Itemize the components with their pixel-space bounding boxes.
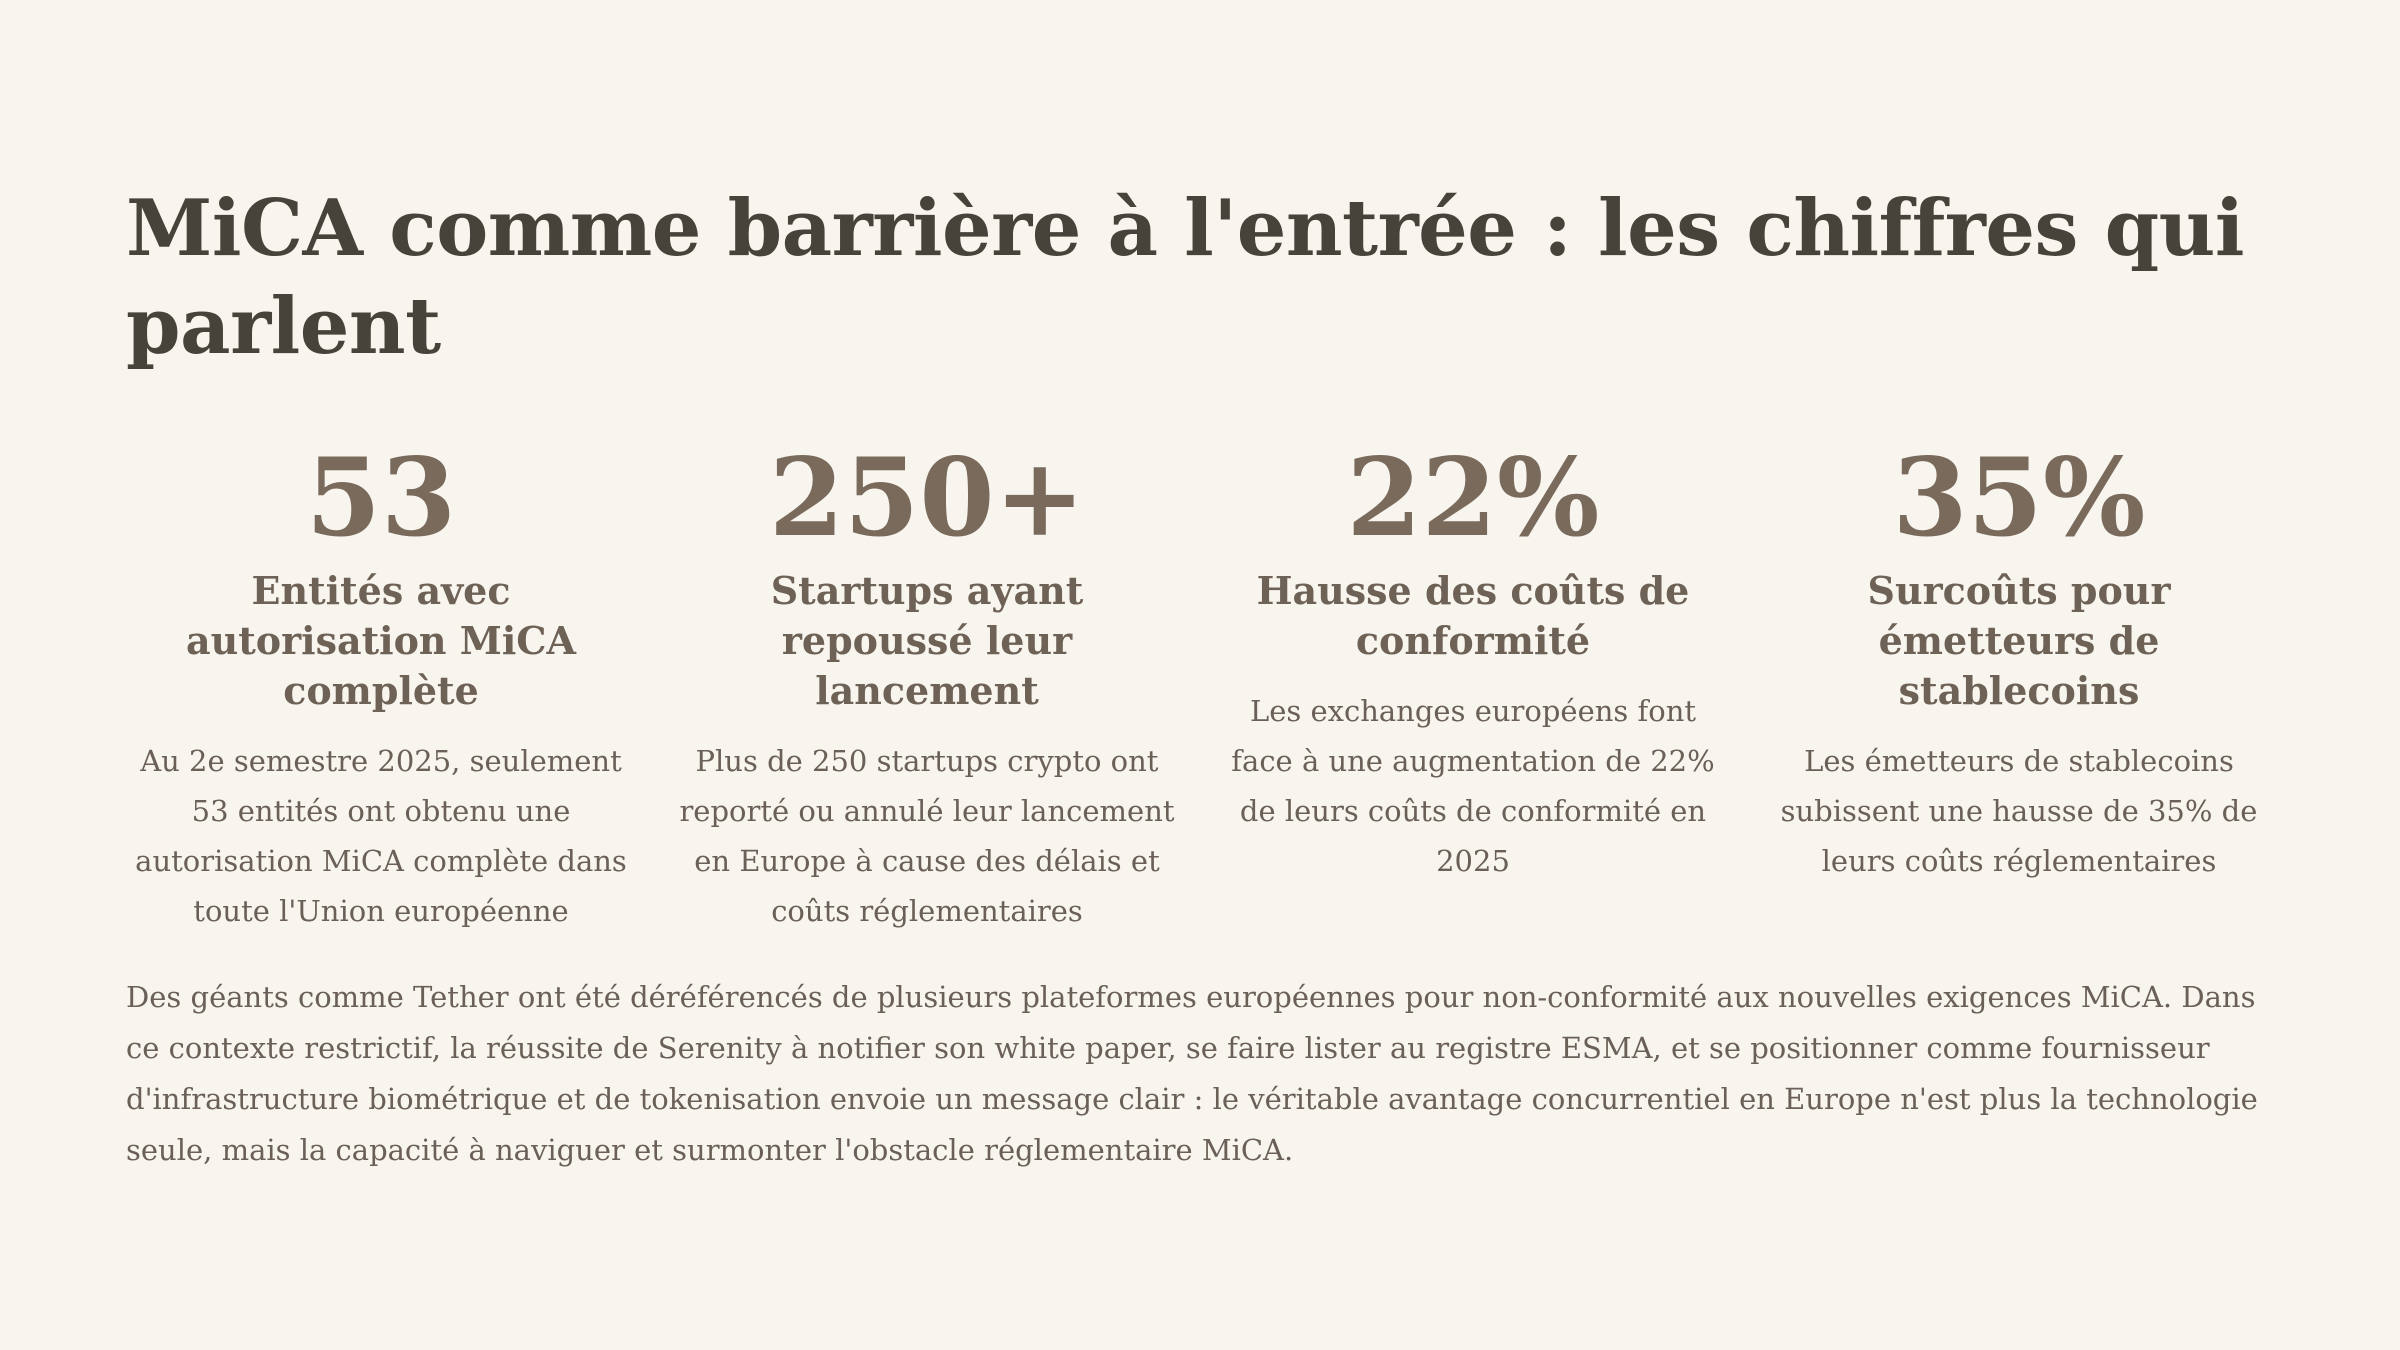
- body-paragraph: Des géants comme Tether ont été déréférencés de plusieurs plateformes européennes pour non-conformité aux nouvelles exigences MiCA. Dans ce contexte restrictif, la réussite de Serenity à notifier son white paper, se faire lister au registre ESMA, et se positionner comme fournisseur d'infrastructure biométrique et de tokenisation envoie un message clair : le véritable avantage concurrentiel en Europe n'est plus la technologie seule, mais la capacité à naviguer et surmonter l'obstacle réglementaire MiCA.: [126, 980, 2258, 1167]
- stat-description: Les émetteurs de stablecoins subissent une hausse de 35% de leurs coûts réglementaires: [1780, 744, 2258, 878]
- stat-value: 53: [305, 435, 457, 561]
- stat-description: Au 2e semestre 2025, seulement 53 entités ont obtenu une autorisation MiCA complète dans toute l'Union européenne: [135, 744, 627, 928]
- stat-description: Plus de 250 startups crypto ont reporté ou annulé leur lancement en Europe à cause des délais et coûts réglementaires: [679, 744, 1175, 928]
- stat-value: 250+: [769, 435, 1085, 561]
- stat-card-authorized-entities: [126, 436, 636, 936]
- page-title: MiCA comme barrière à l'entrée : les chiffres qui parlent: [126, 183, 2244, 372]
- stat-label: Hausse des coûts de conformité: [1256, 568, 1690, 663]
- stat-card-startups-delayed: [672, 436, 1182, 936]
- stat-label: Startups ayant repoussé leur lancement: [770, 568, 1084, 713]
- stat-label: Entités avec autorisation MiCA complète: [185, 568, 577, 713]
- stats-row: [126, 436, 2274, 936]
- stat-label: Surcoûts pour émetteurs de stablecoins: [1867, 568, 2171, 713]
- stat-card-compliance-costs: [1218, 436, 1728, 936]
- stat-value: 35%: [1892, 435, 2146, 561]
- stat-card-stablecoin-costs: [1764, 436, 2274, 936]
- stat-description: Les exchanges européens font face à une augmentation de 22% de leurs coûts de conformité en 2025: [1231, 694, 1715, 878]
- stat-value: 22%: [1346, 435, 1600, 561]
